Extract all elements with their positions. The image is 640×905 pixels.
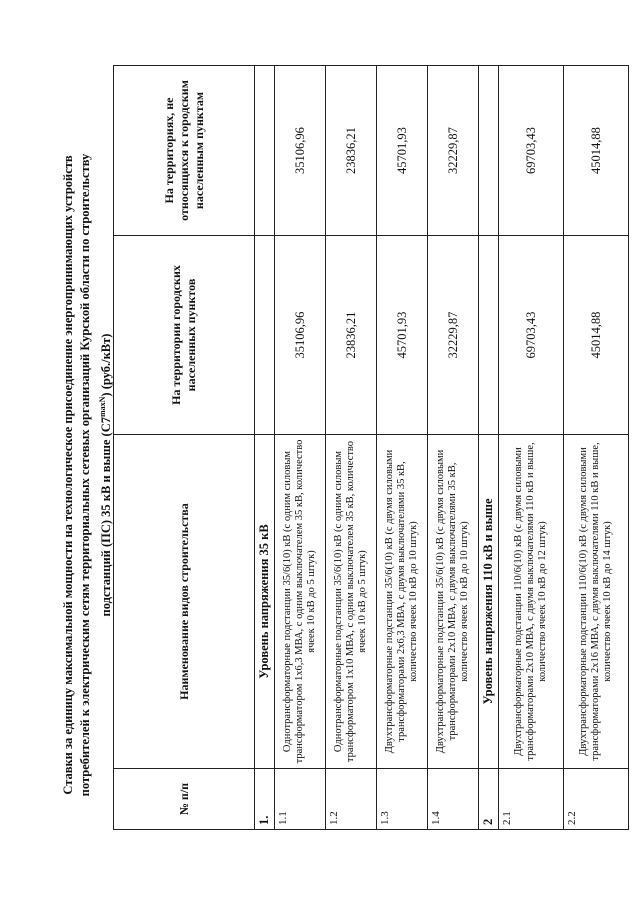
header-num: № п/п bbox=[114, 769, 255, 830]
row-num: 1. bbox=[255, 769, 275, 830]
table-row bbox=[275, 66, 326, 830]
table-section-row bbox=[479, 66, 499, 830]
row-num: 2.2 bbox=[564, 769, 629, 830]
empty-cell bbox=[255, 236, 275, 435]
construction-type: Двухтрансформаторные подстанции 35/6(10) кВ (с двумя силовыми трансформаторами 2х6,3 МВА, с двумя выключателями 35 кВ, количество ячеек 10 кВ до 10 штук) bbox=[377, 435, 428, 769]
construction-type: Однотрансформаторные подстанции 35/6(10) кВ (с одним силовым трансформатором 1х6,3 МВА, с одним выключателем 35 кВ, количество ячеек 10 кВ до 5 штук) bbox=[275, 435, 326, 769]
urban-rate: 32229,87 bbox=[428, 236, 479, 435]
urban-rate: 45014,88 bbox=[564, 236, 629, 435]
section-title: Уровень напряжения 110 кВ и выше bbox=[479, 435, 499, 769]
table-section-row bbox=[255, 66, 275, 830]
title-line-3: подстанций (ПС) 35 кВ и выше $(C7^{maxN})$ (руб./кВт) bbox=[98, 333, 114, 617]
row-num: 1.1 bbox=[275, 769, 326, 830]
table-body bbox=[255, 66, 629, 830]
urban-rate: 23836,21 bbox=[326, 236, 377, 435]
rural-rate: 23836,21 bbox=[326, 66, 377, 236]
empty-cell bbox=[255, 66, 275, 236]
header-name: Наименование видов строительства bbox=[114, 435, 255, 769]
urban-rate: 45701,93 bbox=[377, 236, 428, 435]
construction-type: Двухтрансформаторные подстанции 35/6(10) кВ (с двумя силовыми трансформаторами 2х10 МВА, с двумя выключателями 35 кВ, количество ячеек 10 кВ до 10 штук) bbox=[428, 435, 479, 769]
empty-cell bbox=[479, 66, 499, 236]
rural-rate: 45701,93 bbox=[377, 66, 428, 236]
construction-type: Двухтрансформаторные подстанции 110/6(10) кВ (с двумя силовыми трансформаторами 2х10 МВА, с двумя выключателями 110 кВ и выше, количество ячеек 10 кВ до 12 штук) bbox=[499, 435, 564, 769]
title-line-2: потребителей к электрическим сетям территориальных сетевых организаций Курской области по строительству bbox=[78, 153, 92, 797]
urban-rate: 69703,43 bbox=[499, 236, 564, 435]
urban-rate: 35106,96 bbox=[275, 236, 326, 435]
row-num: 1.4 bbox=[428, 769, 479, 830]
row-num: 1.2 bbox=[326, 769, 377, 830]
header-urban: На территории городских населенных пунктов bbox=[114, 236, 255, 435]
section-title: Уровень напряжения 35 кВ bbox=[255, 435, 275, 769]
construction-type: Двухтрансформаторные подстанции 110/6(10) кВ (с двумя силовыми трансформаторами 2х16 МВА, с двумя выключателями 110 кВ и выше, количество ячеек 10 кВ до 14 штук) bbox=[564, 435, 629, 769]
rural-rate: 32229,87 bbox=[428, 66, 479, 236]
title-line-1: Ставки за единицу максимальной мощности на технологическое присоединение энергопринимающих устройств bbox=[61, 155, 75, 795]
document-title bbox=[60, 115, 115, 835]
table-row bbox=[326, 66, 377, 830]
row-num: 1.3 bbox=[377, 769, 428, 830]
table-row bbox=[499, 66, 564, 830]
table-header-row bbox=[114, 66, 255, 830]
rural-rate: 69703,43 bbox=[499, 66, 564, 236]
table-row bbox=[428, 66, 479, 830]
row-num: 2.1 bbox=[499, 769, 564, 830]
rates-table bbox=[113, 65, 629, 830]
construction-type: Однотрансформаторные подстанции 35/6(10) кВ (с одним силовым трансформатором 1х10 МВА, с одним выключателем 35 кВ, количество ячеек 10 кВ до 5 штук) bbox=[326, 435, 377, 769]
header-rural: На территориях, не относящихся к городским населенным пунктам bbox=[114, 66, 255, 236]
rural-rate: 35106,96 bbox=[275, 66, 326, 236]
empty-cell bbox=[479, 236, 499, 435]
row-num: 2 bbox=[479, 769, 499, 830]
table-row bbox=[377, 66, 428, 830]
rural-rate: 45014,88 bbox=[564, 66, 629, 236]
table-row bbox=[564, 66, 629, 830]
